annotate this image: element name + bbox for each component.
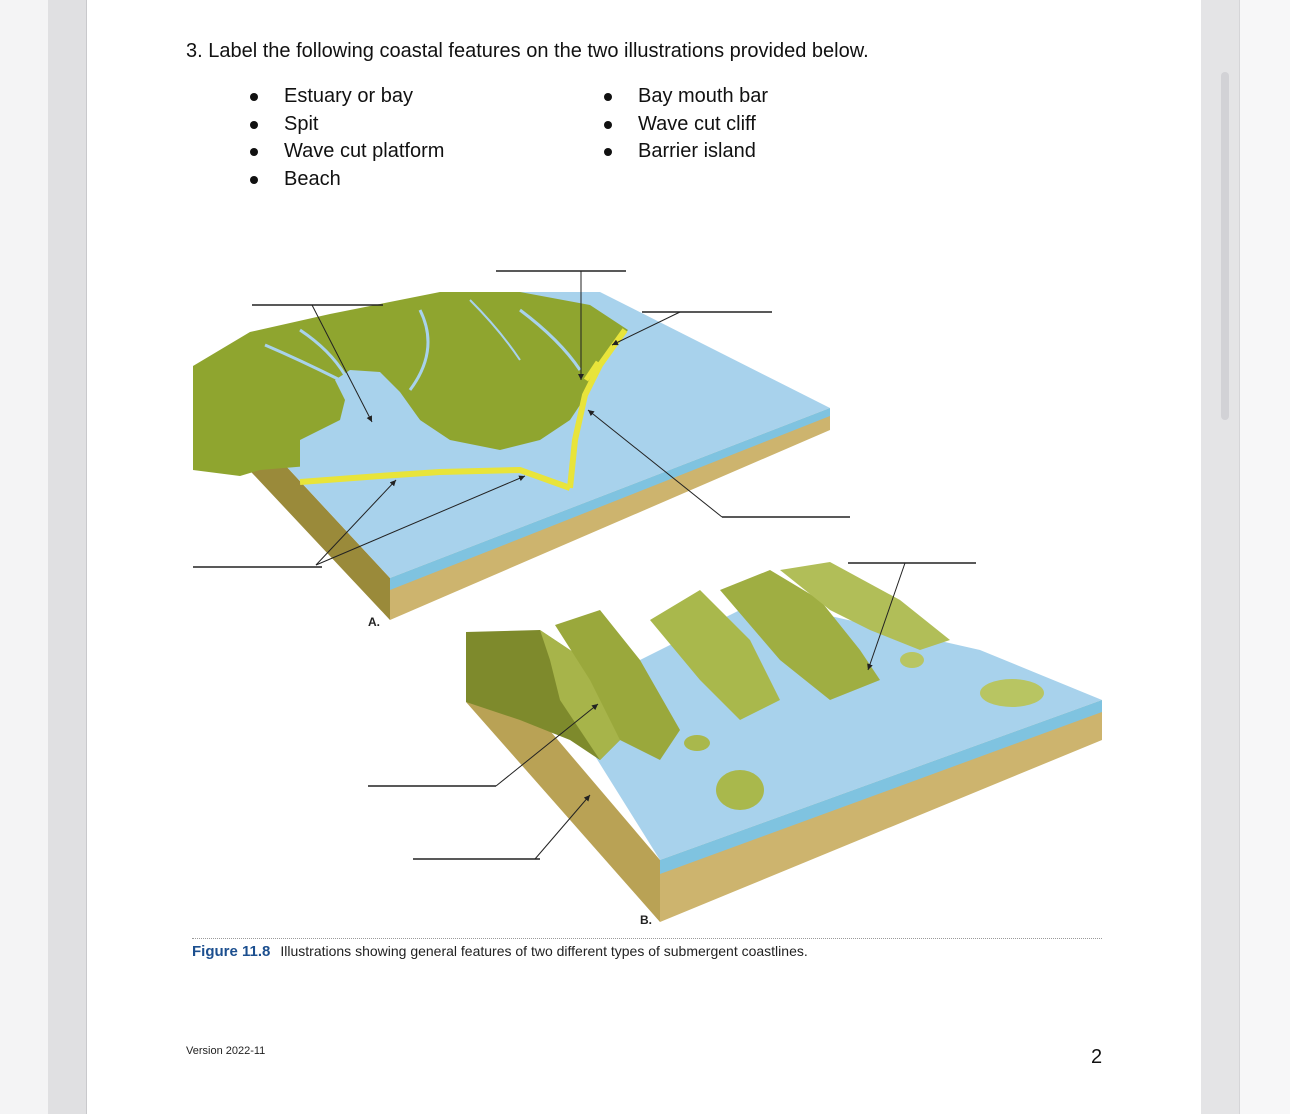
panel-b-island	[716, 770, 764, 810]
panel-a-label: A.	[368, 615, 380, 629]
panel-b-island	[900, 652, 924, 668]
figure-caption	[192, 943, 808, 960]
panel-b-island	[980, 679, 1044, 707]
figure-caption-text: Illustrations showing general features of two different types of submergent coastlines.	[280, 943, 808, 959]
list-item: Estuary or bay	[250, 83, 444, 111]
figure-number: Figure 11.8	[192, 943, 271, 960]
panel-b-diagram	[368, 562, 1102, 927]
panel-b-island	[684, 735, 710, 751]
list-item: Bay mouth bar	[604, 83, 768, 111]
question-text: 3. Label the following coastal features on the two illustrations provided below.	[186, 40, 869, 62]
panel-a-diagram	[193, 271, 850, 629]
list-item: Beach	[250, 166, 444, 194]
list-item: Barrier island	[604, 138, 768, 166]
list-item: Spit	[250, 111, 444, 139]
caption-divider	[192, 938, 1102, 939]
list-item: Wave cut platform	[250, 138, 444, 166]
list-item: Wave cut cliff	[604, 111, 768, 139]
panel-b-label: B.	[640, 913, 652, 927]
page-number: 2	[1091, 1046, 1103, 1068]
version-footer: Version 2022-11	[186, 1045, 266, 1057]
